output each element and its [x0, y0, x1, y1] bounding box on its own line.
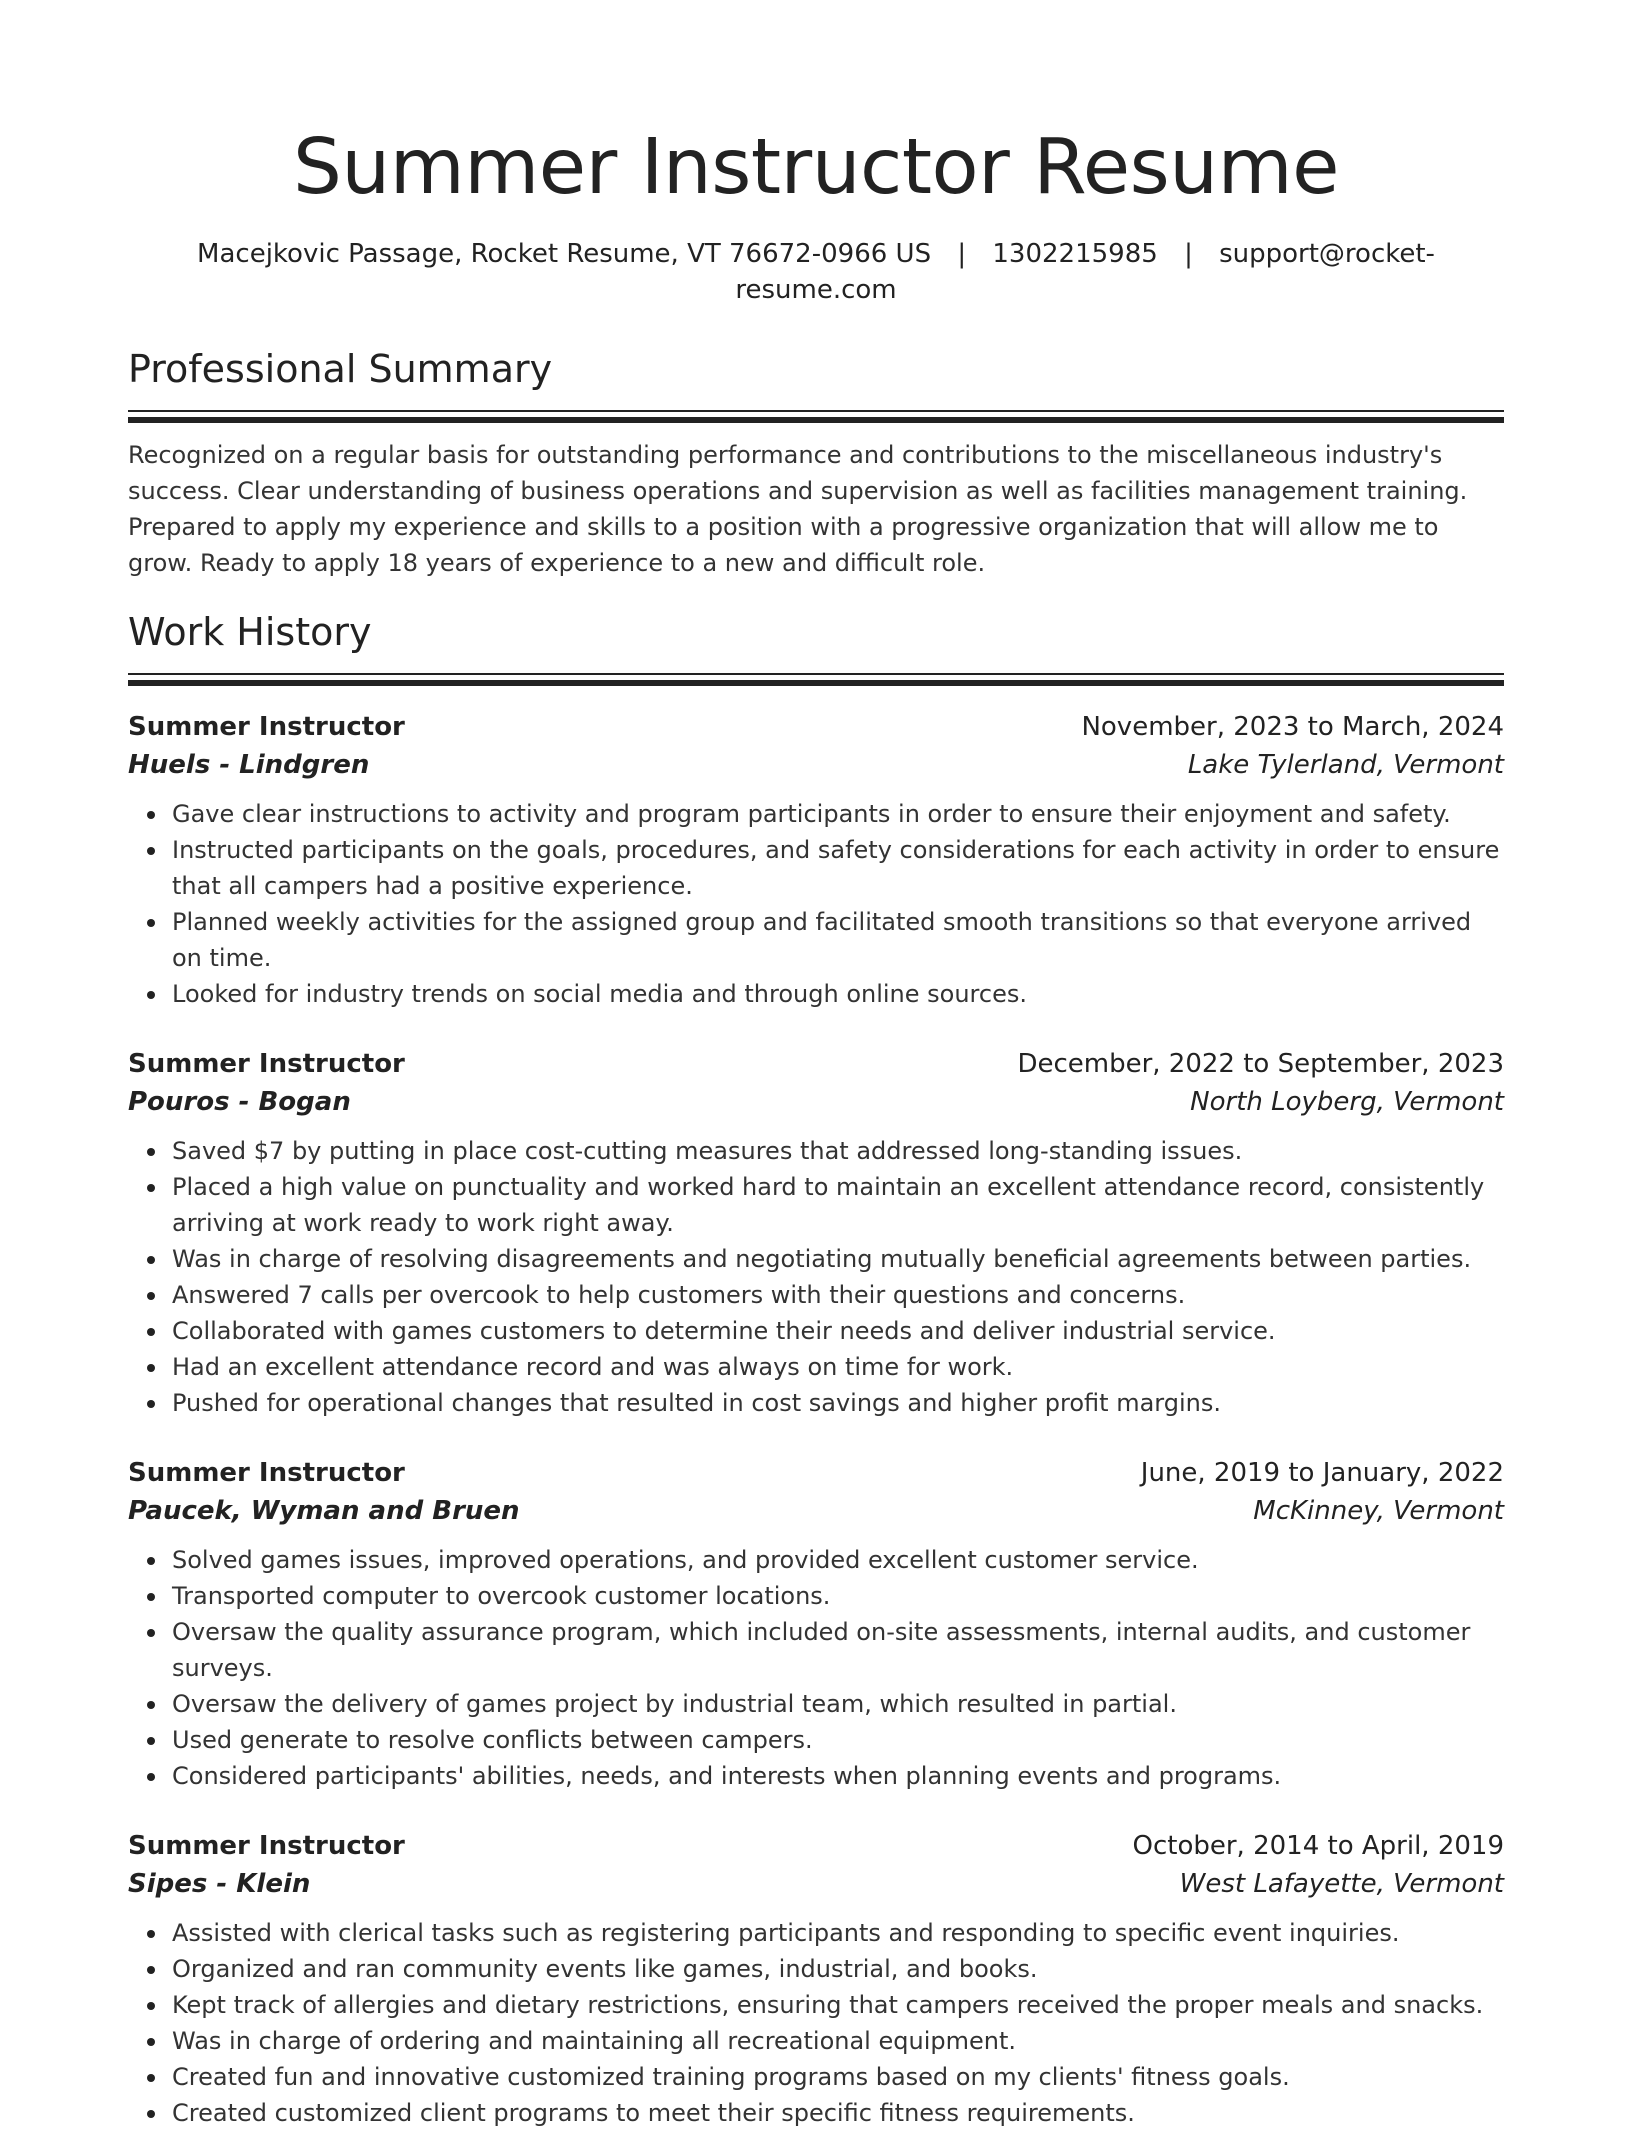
job-header-row [128, 708, 1504, 746]
contact-email: support@rocket-resume.com [735, 239, 1435, 305]
contact-separator: | [957, 239, 967, 269]
job-subheader-row [128, 746, 1504, 784]
job-header-row [128, 1827, 1504, 1865]
job-bullet: Had an excellent attendance record and was always on time for work. [172, 1349, 1504, 1385]
contact-separator: | [1184, 239, 1193, 269]
job-bullet: Created customized client programs to meet their specific fitness requirements. [172, 2095, 1504, 2131]
job-bullet: Considered participants' abilities, needs, and interests when planning events and programs. [172, 1758, 1504, 1794]
job-entry [128, 1827, 1504, 2131]
job-bullet: Answered 7 calls per overcook to help customers with their questions and concerns. [172, 1277, 1504, 1313]
job-bullet: Solved games issues, improved operations, and provided excellent customer service. [172, 1542, 1504, 1578]
job-dates: November, 2023 to March, 2024 [1081, 712, 1504, 742]
job-bullet-list [128, 1915, 1504, 2131]
job-company: Sipes - Klein [128, 1869, 311, 1899]
job-subheader-row [128, 1492, 1504, 1530]
job-location: Lake Tylerland, Vermont [1187, 750, 1504, 780]
job-title: Summer Instructor [128, 712, 405, 742]
summary-section [128, 346, 1504, 581]
job-bullet: Planned weekly activities for the assigned group and facilitated smooth transitions so that everyone arrived on time. [172, 904, 1504, 976]
job-dates: December, 2022 to September, 2023 [1017, 1049, 1504, 1079]
job-subheader-row [128, 1083, 1504, 1121]
job-title: Summer Instructor [128, 1831, 405, 1861]
job-entry [128, 1454, 1504, 1794]
contact-address: Macejkovic Passage, Rocket Resume, VT 76672-0966 US [197, 239, 932, 269]
section-divider [128, 410, 1504, 423]
summary-heading: Professional Summary [128, 347, 553, 391]
job-title: Summer Instructor [128, 1049, 405, 1079]
job-bullet-list [128, 1133, 1504, 1421]
job-bullet: Assisted with clerical tasks such as registering participants and responding to specific event inquiries. [172, 1915, 1504, 1951]
job-bullet: Placed a high value on punctuality and worked hard to maintain an excellent attendance record, consistently arriving at work ready to work right away. [172, 1169, 1504, 1241]
job-location: North Loyberg, Vermont [1190, 1087, 1504, 1117]
job-bullet: Gave clear instructions to activity and program participants in order to ensure their enjoyment and safety. [172, 796, 1504, 832]
job-entry [128, 708, 1504, 1012]
job-dates: October, 2014 to April, 2019 [1132, 1831, 1504, 1861]
job-location: McKinney, Vermont [1253, 1496, 1504, 1526]
job-header-row [128, 1454, 1504, 1492]
resume-page [128, 0, 1504, 2131]
job-company: Huels - Lindgren [128, 750, 370, 780]
job-bullet: Used generate to resolve conflicts between campers. [172, 1722, 1504, 1758]
job-bullet-list [128, 796, 1504, 1012]
job-entry [128, 1045, 1504, 1421]
job-bullet: Instructed participants on the goals, procedures, and safety considerations for each activity in order to ensure that all campers had a positive experience. [172, 832, 1504, 904]
summary-text: Recognized on a regular basis for outstanding performance and contributions to the miscellaneous industry's success. Clear understanding of business operations and supervision as well as facilities management training. Prepared to apply my experience and skills to a position with a progressive organization that will allow me to grow. Ready to apply 18 years of experience to a new and difficult role. [128, 441, 1468, 577]
contact-phone: 1302215985 [992, 239, 1158, 269]
job-bullet: Collaborated with games customers to determine their needs and deliver industrial service. [172, 1313, 1504, 1349]
job-location: West Lafayette, Vermont [1179, 1869, 1504, 1899]
job-bullet: Transported computer to overcook customer locations. [172, 1578, 1504, 1614]
job-title: Summer Instructor [128, 1458, 405, 1488]
job-dates: June, 2019 to January, 2022 [1140, 1458, 1504, 1488]
section-divider [128, 673, 1504, 686]
job-company: Pouros - Bogan [128, 1087, 351, 1117]
job-bullet-list [128, 1542, 1504, 1794]
work-history-section [128, 609, 1504, 2131]
job-company: Paucek, Wyman and Bruen [128, 1496, 520, 1526]
job-bullet: Saved $7 by putting in place cost-cutting measures that addressed long-standing issues. [172, 1133, 1504, 1169]
job-bullet: Oversaw the delivery of games project by industrial team, which resulted in partial. [172, 1686, 1504, 1722]
resume-title: Summer Instructor Resume [293, 123, 1339, 212]
job-bullet: Organized and ran community events like games, industrial, and books. [172, 1951, 1504, 1987]
job-bullet: Looked for industry trends on social media and through online sources. [172, 976, 1504, 1012]
job-bullet: Was in charge of resolving disagreements and negotiating mutually beneficial agreements between parties. [172, 1241, 1504, 1277]
contact-line [128, 236, 1504, 308]
job-bullet: Kept track of allergies and dietary restrictions, ensuring that campers received the proper meals and snacks. [172, 1987, 1504, 2023]
work-history-heading: Work History [128, 610, 372, 654]
job-bullet: Created fun and innovative customized training programs based on my clients' fitness goals. [172, 2059, 1504, 2095]
job-bullet: Was in charge of ordering and maintaining all recreational equipment. [172, 2023, 1504, 2059]
job-bullet: Oversaw the quality assurance program, which included on-site assessments, internal audits, and customer surveys. [172, 1614, 1504, 1686]
job-bullet: Pushed for operational changes that resulted in cost savings and higher profit margins. [172, 1385, 1504, 1421]
job-subheader-row [128, 1865, 1504, 1903]
job-header-row [128, 1045, 1504, 1083]
